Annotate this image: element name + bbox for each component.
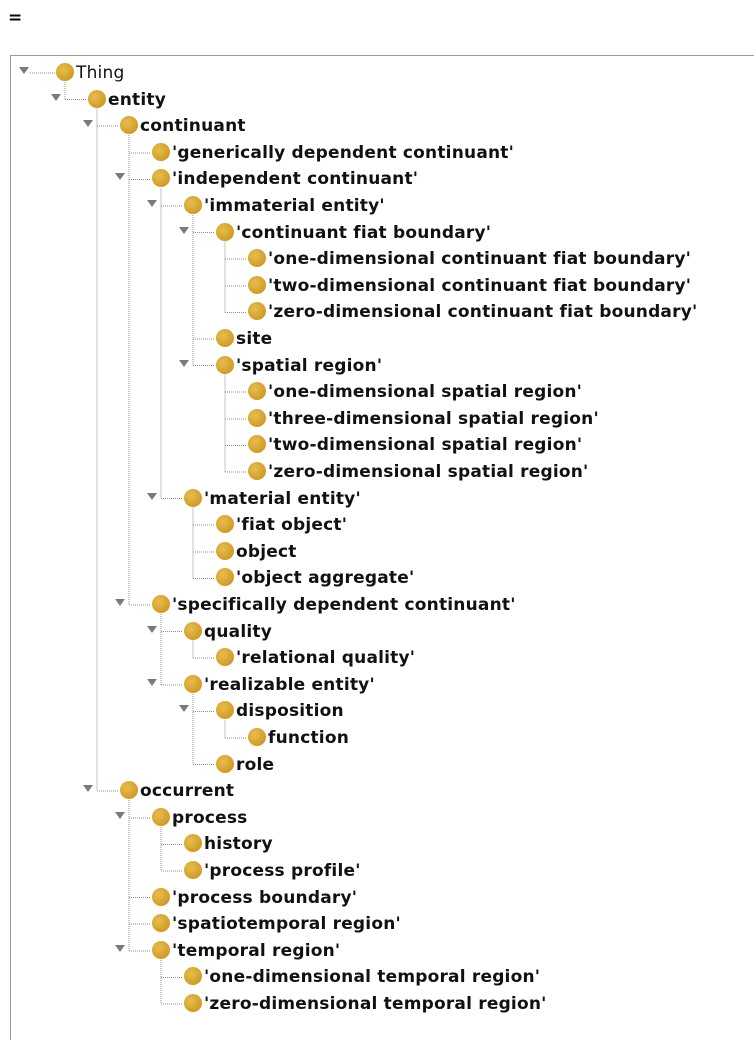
tree-node-label[interactable]: role: [236, 754, 275, 775]
owl-class-icon: [184, 834, 202, 852]
owl-class-icon: [152, 808, 170, 826]
tree-node-label[interactable]: 'generically dependent continuant': [172, 142, 515, 163]
tree-node-label[interactable]: continuant: [140, 116, 246, 137]
tree-node-continuant[interactable]: [11, 113, 754, 139]
expand-triangle-icon[interactable]: [51, 87, 63, 113]
tree-node-zero-dimensional-continuant-fiat-boundary[interactable]: [11, 299, 754, 325]
tree-node-label[interactable]: 'two-dimensional spatial region': [268, 435, 583, 456]
tree-node-zero-dimensional-spatial-region[interactable]: [11, 459, 754, 485]
tree-node-object[interactable]: [11, 539, 754, 565]
tree-node-fiat-object[interactable]: [11, 512, 754, 538]
tree-node-label[interactable]: entity: [108, 89, 166, 110]
tree-node-two-dimensional-spatial-region[interactable]: [11, 432, 754, 458]
expand-triangle-icon[interactable]: [115, 938, 127, 964]
owl-class-icon: [248, 409, 266, 427]
tree-node-role[interactable]: [11, 752, 754, 778]
owl-class-icon: [184, 622, 202, 640]
tree-node-thing[interactable]: [11, 60, 754, 86]
owl-class-icon: [248, 302, 266, 320]
tree-node-realizable-entity[interactable]: [11, 672, 754, 698]
expand-triangle-icon[interactable]: [147, 672, 159, 698]
triangle-down-icon: [115, 599, 125, 606]
owl-class-icon: [216, 223, 234, 241]
tree-node-label[interactable]: 'material entity': [204, 488, 361, 509]
tree-node-immaterial-entity[interactable]: [11, 193, 754, 219]
tree-node-label[interactable]: 'zero-dimensional continuant fiat boundary': [268, 302, 698, 323]
triangle-down-icon: [179, 360, 189, 367]
tree-node-three-dimensional-spatial-region[interactable]: [11, 406, 754, 432]
tree-node-label[interactable]: 'process boundary': [172, 887, 358, 908]
owl-class-icon: [56, 63, 74, 81]
tree-node-label[interactable]: 'temporal region': [172, 940, 341, 961]
tree-node-spatiotemporal-region[interactable]: [11, 911, 754, 937]
top-mark: =: [8, 8, 23, 28]
tree-node-label[interactable]: 'independent continuant': [172, 169, 419, 190]
owl-class-icon: [248, 276, 266, 294]
owl-class-icon: [184, 861, 202, 879]
owl-class-icon: [152, 595, 170, 613]
tree-node-object-aggregate[interactable]: [11, 565, 754, 591]
tree-node-label[interactable]: Thing: [76, 63, 125, 83]
triangle-down-icon: [19, 67, 29, 74]
tree-node-label[interactable]: 'zero-dimensional temporal region': [204, 994, 547, 1014]
tree-node-process[interactable]: [11, 805, 754, 831]
owl-class-icon: [248, 435, 266, 453]
owl-class-icon: [216, 701, 234, 719]
tree-node-two-dimensional-continuant-fiat-boundary[interactable]: [11, 273, 754, 299]
triangle-down-icon: [147, 679, 157, 686]
tree-node-material-entity[interactable]: [11, 486, 754, 512]
expand-triangle-icon[interactable]: [147, 193, 159, 219]
owl-class-icon: [120, 781, 138, 799]
expand-triangle-icon[interactable]: [83, 778, 95, 804]
tree-node-relational-quality[interactable]: [11, 645, 754, 671]
triangle-down-icon: [179, 705, 189, 712]
tree-node-label[interactable]: 'object aggregate': [236, 568, 415, 589]
tree-node-label[interactable]: 'realizable entity': [204, 674, 375, 695]
tree-node-label[interactable]: 'relational quality': [236, 648, 416, 669]
expand-triangle-icon[interactable]: [179, 698, 191, 724]
tree-node-label[interactable]: object: [236, 541, 297, 562]
tree-node-label[interactable]: 'fiat object': [236, 515, 348, 536]
expand-triangle-icon[interactable]: [115, 805, 127, 831]
owl-class-icon: [184, 489, 202, 507]
tree-node-label[interactable]: occurrent: [140, 781, 235, 802]
class-hierarchy-tree[interactable]: [10, 55, 754, 1040]
tree-node-disposition[interactable]: [11, 698, 754, 724]
expand-triangle-icon[interactable]: [147, 486, 159, 512]
owl-class-icon: [248, 249, 266, 267]
expand-triangle-icon[interactable]: [147, 619, 159, 645]
tree-node-label[interactable]: 'continuant fiat boundary': [236, 222, 492, 243]
owl-class-icon: [216, 755, 234, 773]
expand-triangle-icon[interactable]: [179, 220, 191, 246]
owl-class-icon: [152, 941, 170, 959]
owl-class-icon: [216, 648, 234, 666]
triangle-down-icon: [115, 173, 125, 180]
tree-node-one-dimensional-continuant-fiat-boundary[interactable]: [11, 246, 754, 272]
tree-node-label[interactable]: 'zero-dimensional spatial region': [268, 462, 589, 482]
owl-class-icon: [248, 462, 266, 480]
triangle-down-icon: [147, 493, 157, 500]
tree-node-label[interactable]: process: [172, 807, 248, 828]
tree-node-specifically-dependent-continuant[interactable]: [11, 592, 754, 618]
triangle-down-icon: [147, 626, 157, 633]
tree-node-one-dimensional-temporal-region[interactable]: [11, 964, 754, 990]
owl-class-icon: [216, 356, 234, 374]
owl-class-icon: [152, 169, 170, 187]
tree-node-process-boundary[interactable]: [11, 885, 754, 911]
triangle-down-icon: [83, 120, 93, 127]
owl-class-icon: [248, 728, 266, 746]
tree-node-label[interactable]: quality: [204, 621, 273, 642]
tree-node-occurrent[interactable]: [11, 778, 754, 804]
owl-class-icon: [216, 329, 234, 347]
expand-triangle-icon[interactable]: [115, 166, 127, 192]
tree-node-label[interactable]: 'specifically dependent continuant': [172, 595, 516, 615]
tree-node-label[interactable]: 'one-dimensional temporal region': [204, 967, 541, 988]
tree-node-continuant-fiat-boundary[interactable]: [11, 220, 754, 246]
expand-triangle-icon[interactable]: [179, 353, 191, 379]
tree-node-label[interactable]: history: [204, 834, 273, 855]
tree-node-temporal-region[interactable]: [11, 938, 754, 964]
owl-class-icon: [120, 116, 138, 134]
tree-node-one-dimensional-spatial-region[interactable]: [11, 379, 754, 405]
tree-node-label[interactable]: 'one-dimensional continuant fiat boundary': [268, 249, 691, 270]
owl-class-icon: [88, 90, 106, 108]
triangle-down-icon: [115, 812, 125, 819]
tree-node-generically-dependent-continuant[interactable]: [11, 140, 754, 166]
owl-class-icon: [216, 542, 234, 560]
expand-triangle-icon[interactable]: [83, 113, 95, 139]
tree-node-function[interactable]: [11, 725, 754, 751]
tree-node-site[interactable]: [11, 326, 754, 352]
tree-node-label[interactable]: 'three-dimensional spatial region': [268, 408, 599, 429]
tree-node-label[interactable]: 'immaterial entity': [204, 196, 385, 216]
owl-class-icon: [184, 967, 202, 985]
tree-node-process-profile[interactable]: [11, 858, 754, 884]
triangle-down-icon: [115, 945, 125, 952]
tree-node-label[interactable]: site: [236, 329, 273, 349]
owl-class-icon: [184, 675, 202, 693]
owl-class-icon: [248, 382, 266, 400]
tree-node-history[interactable]: [11, 831, 754, 857]
owl-class-icon: [152, 914, 170, 932]
tree-node-label[interactable]: function: [268, 728, 350, 748]
triangle-down-icon: [83, 785, 93, 792]
triangle-down-icon: [51, 94, 61, 101]
owl-class-icon: [152, 143, 170, 161]
triangle-down-icon: [179, 227, 189, 234]
tree-node-label[interactable]: 'process profile': [204, 861, 361, 881]
owl-class-icon: [184, 994, 202, 1012]
triangle-down-icon: [147, 200, 157, 207]
tree-node-label[interactable]: 'spatial region': [236, 355, 383, 376]
owl-class-icon: [184, 196, 202, 214]
tree-node-label[interactable]: disposition: [236, 701, 344, 722]
tree-node-label[interactable]: 'spatiotemporal region': [172, 914, 401, 935]
owl-class-icon: [152, 888, 170, 906]
expand-triangle-icon[interactable]: [19, 60, 31, 86]
expand-triangle-icon[interactable]: [115, 592, 127, 618]
tree-node-independent-continuant[interactable]: [11, 166, 754, 192]
tree-node-entity[interactable]: [11, 87, 754, 113]
owl-class-icon: [216, 568, 234, 586]
tree-node-quality[interactable]: [11, 619, 754, 645]
owl-class-icon: [216, 515, 234, 533]
tree-node-label[interactable]: 'two-dimensional continuant fiat boundary': [268, 275, 692, 296]
tree-node-spatial-region[interactable]: [11, 353, 754, 379]
tree-node-zero-dimensional-temporal-region[interactable]: [11, 991, 754, 1017]
tree-node-label[interactable]: 'one-dimensional spatial region': [268, 382, 583, 403]
